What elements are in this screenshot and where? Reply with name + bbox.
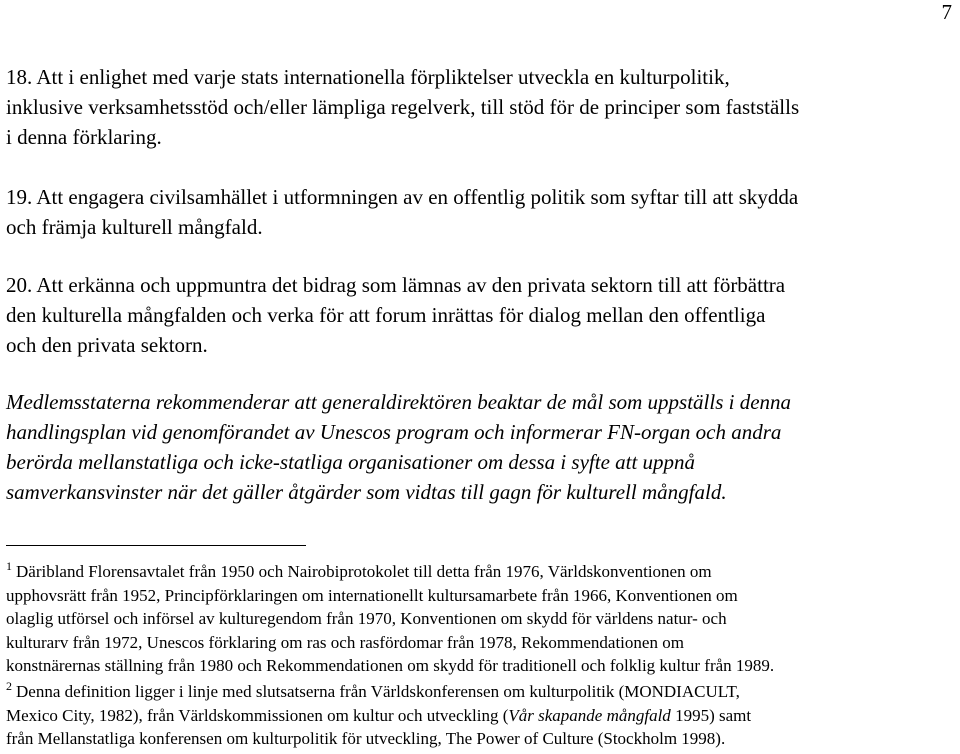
footnote-text: Denna definition ligger i linje med slutsatserna från Världskonferensen om kulturpolitik (MONDIACULT, — [16, 682, 740, 701]
footnote-line — [6, 704, 954, 728]
text-line: samverkansvinster när det gäller åtgärder som vidtas till gagn för kulturell mångfald. — [6, 480, 727, 504]
footnote-line: konstnärernas ställning från 1980 och Rekommendationen om skydd för traditionell och folklig kultur från 1989. — [6, 656, 775, 675]
footnote-2 — [6, 680, 954, 751]
recommendation-paragraph — [6, 387, 954, 507]
footnote-line: olaglig utförsel och införsel av kulturegendom från 1970, Konventionen om skydd för världens natur- och — [6, 609, 727, 628]
footnote-1 — [6, 560, 954, 678]
footnote-line — [6, 680, 954, 704]
footnote-line — [6, 560, 954, 584]
footnote-text: Däribland Florensavtalet från 1950 och Nairobiprotokolet till detta från 1976, Världskonventionen om — [16, 562, 712, 581]
footnote-marker: 2 — [6, 679, 12, 693]
footnote-text: Mexico City, 1982), från Världskommissionen om kultur och utveckling ( — [6, 705, 509, 725]
page-number: 7 — [941, 0, 952, 24]
footnote-text: 1995) samt — [670, 705, 752, 725]
paragraph-18 — [6, 62, 954, 152]
paragraph-20 — [6, 270, 954, 360]
text-line: handlingsplan vid genomförandet av Unescos program och informerar FN-organ och andra — [6, 420, 782, 444]
text-line: och den privata sektorn. — [6, 333, 208, 357]
footnote-line: kulturarv från 1972, Unescos förklaring om ras och rasfördomar från 1978, Rekommendationen om — [6, 632, 684, 652]
text-line: berörda mellanstatliga och icke-statliga organisationer om dessa i syfte att uppnå — [6, 450, 696, 474]
text-line: inklusive verksamhetsstöd och/eller lämpliga regelverk, till stöd för de principer som fastställs — [6, 95, 800, 119]
text-line: 20. Att erkänna och uppmuntra det bidrag som lämnas av den privata sektorn till att förbättra — [6, 273, 786, 297]
text-line: i denna förklaring. — [6, 125, 162, 149]
paragraph-19 — [6, 182, 954, 242]
footnote-line: från Mellanstatliga konferensen om kulturpolitik för utveckling, The Power of Culture (Stockholm 1998). — [6, 729, 726, 748]
footnote-line: upphovsrätt från 1952, Principförklaringen om internationellt kultursamarbete från 1966, Konventionen om — [6, 585, 738, 605]
report-title: Vår skapande mångfald — [508, 705, 671, 725]
footnote-marker: 1 — [6, 559, 12, 573]
text-line: 18. Att i enlighet med varje stats internationella förpliktelser utveckla en kulturpolitik, — [6, 65, 730, 89]
footnote-separator — [6, 545, 306, 546]
text-line: Medlemsstaterna rekommenderar att generaldirektören beaktar de mål som uppställs i denna — [6, 390, 792, 414]
text-line: och främja kulturell mångfald. — [6, 215, 263, 239]
text-line: 19. Att engagera civilsamhället i utformningen av en offentlig politik som syftar till att skydda — [6, 185, 799, 209]
text-line: den kulturella mångfalden och verka för att forum inrättas för dialog mellan den offentliga — [6, 303, 766, 327]
